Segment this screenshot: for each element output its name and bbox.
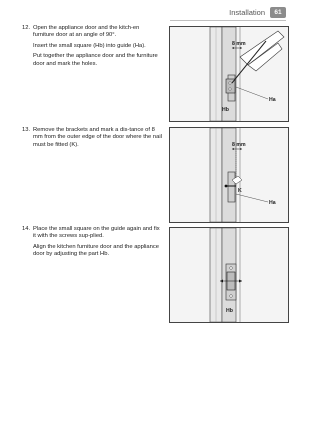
figure-step-14 xyxy=(169,227,289,323)
figure-step-12 xyxy=(169,26,289,122)
step-paragraph: Place the small square on the guide again and fix it with the screws sup-plied. xyxy=(33,226,160,240)
step-number: 13. xyxy=(22,127,31,133)
step-paragraph: Insert the small square (Hb) into guide (Ha). xyxy=(33,42,146,49)
step-number: 12. xyxy=(22,25,31,31)
figure-13-illustration xyxy=(170,128,288,222)
figure-step-13 xyxy=(169,127,289,223)
label-k: K xyxy=(238,188,242,194)
step-number: 14. xyxy=(22,226,31,232)
label-ha: Ha xyxy=(269,97,276,103)
step-paragraph: Align the kitchen furniture door and the appliance door by adjusting the part Hb. xyxy=(33,243,160,258)
label-ha: Ha xyxy=(269,200,276,206)
figure-14-illustration xyxy=(170,228,288,322)
page-number: 61 xyxy=(270,7,286,18)
step-paragraph: Open the appliance door and the kitch-en furniture door at an angle of 90°. xyxy=(33,25,140,39)
label-hb: Hb xyxy=(226,308,233,314)
step-12 xyxy=(22,25,162,71)
step-paragraph: Remove the brackets and mark a dis-tance of 8 mm from the outer edge of the door where the nail must be fitted (K). xyxy=(33,127,162,148)
dimension-label: 8 mm xyxy=(232,142,246,148)
step-13 xyxy=(22,127,162,152)
section-name: Installation xyxy=(229,8,265,17)
figure-12-illustration xyxy=(170,27,288,121)
dimension-label: 8 mm xyxy=(232,41,246,47)
step-paragraph: Put together the appliance door and the furniture door and mark the holes. xyxy=(33,53,158,67)
step-14 xyxy=(22,226,162,262)
header-rule xyxy=(170,20,286,21)
page-header xyxy=(229,7,286,18)
label-hb: Hb xyxy=(222,107,229,113)
